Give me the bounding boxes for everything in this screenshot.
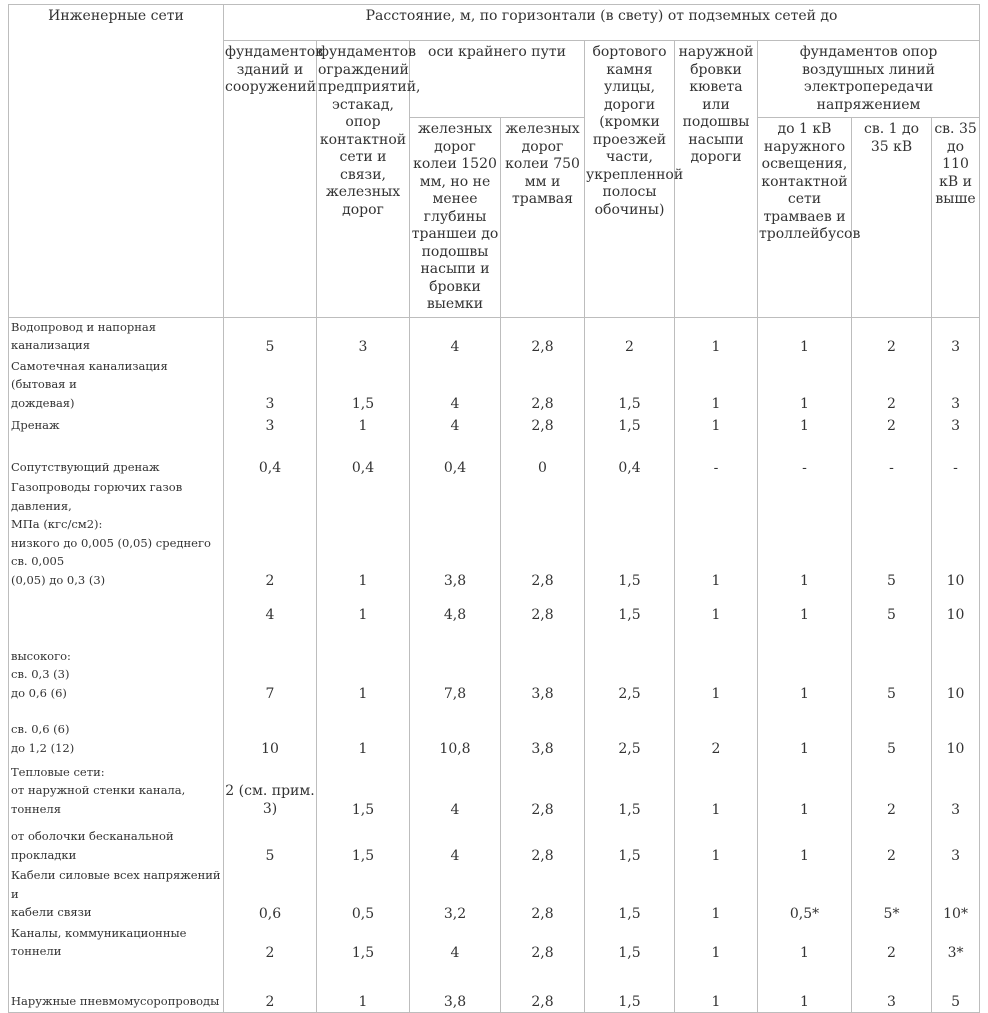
value-cell: 2 xyxy=(224,963,317,1013)
header-curb: бортового камня улицы, дороги (кромки проезжей части, укрепленной полосы обочины) xyxy=(585,41,675,318)
value-cell: 4 xyxy=(410,414,501,436)
table-row xyxy=(9,704,980,759)
value-cell: 1 xyxy=(758,625,852,704)
header-distance: Расстояние, м, по горизонтали (в свету) от подземных сетей до xyxy=(224,5,980,41)
value-cell: 1,5 xyxy=(585,866,675,924)
table-row xyxy=(9,317,980,357)
value-cell: 3,8 xyxy=(501,704,585,759)
value-cell: 1 xyxy=(758,820,852,866)
value-cell: 10 xyxy=(932,625,980,704)
value-cell: 4 xyxy=(224,591,317,625)
value-cell: 1,5 xyxy=(585,357,675,415)
value-cell: 4 xyxy=(410,357,501,415)
value-cell: 2,8 xyxy=(501,820,585,866)
header-power-110kv: св. 35 до 110 кВ и выше xyxy=(932,118,980,318)
header-rail-750: железных дорог колеи 750 мм и трамвая xyxy=(501,118,585,318)
value-cell: 1 xyxy=(675,820,758,866)
value-cell: 1,5 xyxy=(317,357,410,415)
value-cell: 5 xyxy=(224,317,317,357)
value-cell: 1 xyxy=(675,924,758,963)
value-cell: 1,5 xyxy=(585,414,675,436)
value-cell: 1 xyxy=(675,357,758,415)
value-cell: 10* xyxy=(932,866,980,924)
row-name-line: дождевая) xyxy=(11,395,75,410)
value-cell: 5 xyxy=(852,625,932,704)
value-cell: 2 xyxy=(852,924,932,963)
value-cell: 3 xyxy=(224,357,317,415)
distances-table xyxy=(8,4,980,1013)
value-cell: 3,8 xyxy=(501,625,585,704)
value-cell: 10 xyxy=(224,704,317,759)
value-cell: 3,8 xyxy=(410,963,501,1013)
table-row xyxy=(9,414,980,436)
header-track-axis: оси крайнего пути xyxy=(410,41,585,118)
value-cell: 2 xyxy=(852,317,932,357)
row-name-line: св. 0,3 (3) xyxy=(11,667,70,681)
value-cell: 1,5 xyxy=(585,591,675,625)
row-name-line: Сопутствующий дренаж xyxy=(11,459,160,474)
value-cell: 3 xyxy=(317,317,410,357)
value-cell: 0,5 xyxy=(317,866,410,924)
value-cell: 2 xyxy=(852,414,932,436)
row-name xyxy=(9,357,224,415)
value-cell: - xyxy=(758,436,852,478)
value-cell: - xyxy=(852,436,932,478)
value-cell: 1 xyxy=(758,357,852,415)
table-body xyxy=(9,317,980,1013)
value-cell: 1,5 xyxy=(585,963,675,1013)
value-cell: 0 xyxy=(501,436,585,478)
row-name-line: от оболочки бесканальной прокладки xyxy=(11,829,174,862)
row-name-line: Самотечная канализация (бытовая и xyxy=(11,358,168,391)
header-power-1kv: до 1 кВ наружного освещения, контактной сети трамваев и троллейбусов xyxy=(758,118,852,318)
value-cell: 3 xyxy=(932,317,980,357)
value-cell: 2,8 xyxy=(501,414,585,436)
row-name-line: Каналы, коммуникационные тоннели xyxy=(11,925,187,958)
value-cell: 2,8 xyxy=(501,478,585,591)
value-cell: 5 xyxy=(932,963,980,1013)
value-cell: 0,4 xyxy=(317,436,410,478)
header-foundations: фундаментов зданий и сооружений xyxy=(224,41,317,318)
value-cell: 2 (см. прим. 3) xyxy=(224,759,317,820)
row-name xyxy=(9,866,224,924)
row-name-line: (0,05) до 0,3 (3) xyxy=(11,572,106,587)
value-cell: 2 xyxy=(585,317,675,357)
value-cell: 2 xyxy=(224,924,317,963)
row-name xyxy=(9,478,224,591)
header-power: фундаментов опор воздушных линий электропередачи напряжением xyxy=(758,41,980,118)
row-name xyxy=(9,625,224,704)
row-name xyxy=(9,591,224,625)
value-cell: 10 xyxy=(932,704,980,759)
row-name xyxy=(9,963,224,1013)
value-cell: 1 xyxy=(317,414,410,436)
value-cell: 1 xyxy=(758,704,852,759)
table-row xyxy=(9,591,980,625)
row-name xyxy=(9,924,224,963)
value-cell: 3 xyxy=(932,820,980,866)
value-cell: 1 xyxy=(675,591,758,625)
value-cell: 3* xyxy=(932,924,980,963)
value-cell: 2,8 xyxy=(501,591,585,625)
value-cell: 3,8 xyxy=(410,478,501,591)
value-cell: 1 xyxy=(758,963,852,1013)
row-name-line: Тепловые сети: xyxy=(11,764,105,779)
row-name-line: Водопровод и напорная канализация xyxy=(11,319,157,352)
header-power-35kv: св. 1 до 35 кВ xyxy=(852,118,932,318)
row-name-line: св. 0,6 (6) xyxy=(11,722,70,736)
value-cell: 1,5 xyxy=(317,820,410,866)
value-cell: 1 xyxy=(758,414,852,436)
row-name-line: кабели связи xyxy=(11,905,92,919)
value-cell: 1 xyxy=(675,963,758,1013)
value-cell: 1 xyxy=(675,414,758,436)
value-cell: 1 xyxy=(675,866,758,924)
value-cell: 1 xyxy=(675,759,758,820)
table-row xyxy=(9,436,980,478)
value-cell: 2,5 xyxy=(585,704,675,759)
row-name-line: Газопроводы горючих газов давления, xyxy=(11,480,183,513)
value-cell: 0,6 xyxy=(224,866,317,924)
value-cell: 2,8 xyxy=(501,357,585,415)
value-cell: 3 xyxy=(932,759,980,820)
value-cell: 10,8 xyxy=(410,704,501,759)
row-name-line: Наружные пневмомусоропроводы xyxy=(11,993,220,1008)
value-cell: 0,4 xyxy=(410,436,501,478)
value-cell: 2 xyxy=(852,759,932,820)
value-cell: 1,5 xyxy=(585,478,675,591)
value-cell: 1 xyxy=(317,704,410,759)
value-cell: 1 xyxy=(675,478,758,591)
table-row xyxy=(9,625,980,704)
header-ditch: наружной бровки кювета или подошвы насыпи дороги xyxy=(675,41,758,318)
value-cell: 3,2 xyxy=(410,866,501,924)
value-cell: 2,8 xyxy=(501,759,585,820)
value-cell: 0,4 xyxy=(224,436,317,478)
row-name-line: до 1,2 (12) xyxy=(11,740,75,755)
value-cell: 10 xyxy=(932,591,980,625)
row-name-line: Дренаж xyxy=(11,417,60,432)
value-cell: 1 xyxy=(317,591,410,625)
value-cell: 2,8 xyxy=(501,963,585,1013)
value-cell: 4 xyxy=(410,317,501,357)
table-row xyxy=(9,759,980,820)
value-cell: 3 xyxy=(224,414,317,436)
value-cell: 0,4 xyxy=(585,436,675,478)
value-cell: 1,5 xyxy=(585,820,675,866)
table-row xyxy=(9,820,980,866)
row-name xyxy=(9,317,224,357)
value-cell: - xyxy=(675,436,758,478)
value-cell: 4 xyxy=(410,924,501,963)
value-cell: 2 xyxy=(675,704,758,759)
value-cell: 2,5 xyxy=(585,625,675,704)
row-name-line: МПа (кгс/см2): xyxy=(11,517,103,531)
value-cell: 1 xyxy=(317,625,410,704)
value-cell: 4 xyxy=(410,820,501,866)
value-cell: - xyxy=(932,436,980,478)
row-name xyxy=(9,704,224,759)
table-row xyxy=(9,963,980,1013)
header-fences: фундаментов ограждений предприятий, эстакад, опор контактной сети и связи, железных дорог xyxy=(317,41,410,318)
header-rail-1520: железных дорог колеи 1520 мм, но не менее глубины траншеи до подошвы насыпи и бровки выемки xyxy=(410,118,501,318)
value-cell: 5 xyxy=(852,478,932,591)
value-cell: 1 xyxy=(317,478,410,591)
value-cell: 1 xyxy=(758,317,852,357)
value-cell: 2 xyxy=(852,820,932,866)
row-name-line: от наружной стенки канала, тоннеля xyxy=(11,783,186,816)
table-row xyxy=(9,478,980,591)
table-row xyxy=(9,357,980,415)
table-row xyxy=(9,866,980,924)
value-cell: 3 xyxy=(852,963,932,1013)
value-cell: 2 xyxy=(852,357,932,415)
value-cell: 0,5* xyxy=(758,866,852,924)
value-cell: 2 xyxy=(224,478,317,591)
value-cell: 7 xyxy=(224,625,317,704)
value-cell: 7,8 xyxy=(410,625,501,704)
value-cell: 5* xyxy=(852,866,932,924)
value-cell: 1 xyxy=(758,478,852,591)
row-name xyxy=(9,759,224,820)
value-cell: 4 xyxy=(410,759,501,820)
value-cell: 2,8 xyxy=(501,924,585,963)
row-name xyxy=(9,414,224,436)
row-name xyxy=(9,820,224,866)
value-cell: 1 xyxy=(758,759,852,820)
row-name-line: Кабели силовые всех напряжений и xyxy=(11,868,221,901)
row-name xyxy=(9,436,224,478)
value-cell: 1 xyxy=(675,625,758,704)
row-name-line: низкого до 0,005 (0,05) среднего св. 0,005 xyxy=(11,535,211,568)
value-cell: 1,5 xyxy=(317,924,410,963)
value-cell: 3 xyxy=(932,414,980,436)
value-cell: 5 xyxy=(224,820,317,866)
row-name-line: до 0,6 (6) xyxy=(11,685,67,700)
value-cell: 4,8 xyxy=(410,591,501,625)
row-name-line: высокого: xyxy=(11,648,71,663)
table-row xyxy=(9,924,980,963)
value-cell: 1 xyxy=(317,963,410,1013)
value-cell: 5 xyxy=(852,591,932,625)
header-networks: Инженерные сети xyxy=(9,5,224,318)
value-cell: 1 xyxy=(675,317,758,357)
value-cell: 3 xyxy=(932,357,980,415)
value-cell: 1,5 xyxy=(585,924,675,963)
value-cell: 1,5 xyxy=(317,759,410,820)
value-cell: 5 xyxy=(852,704,932,759)
value-cell: 10 xyxy=(932,478,980,591)
value-cell: 2,8 xyxy=(501,317,585,357)
value-cell: 1 xyxy=(758,591,852,625)
value-cell: 1 xyxy=(758,924,852,963)
value-cell: 1,5 xyxy=(585,759,675,820)
value-cell: 2,8 xyxy=(501,866,585,924)
